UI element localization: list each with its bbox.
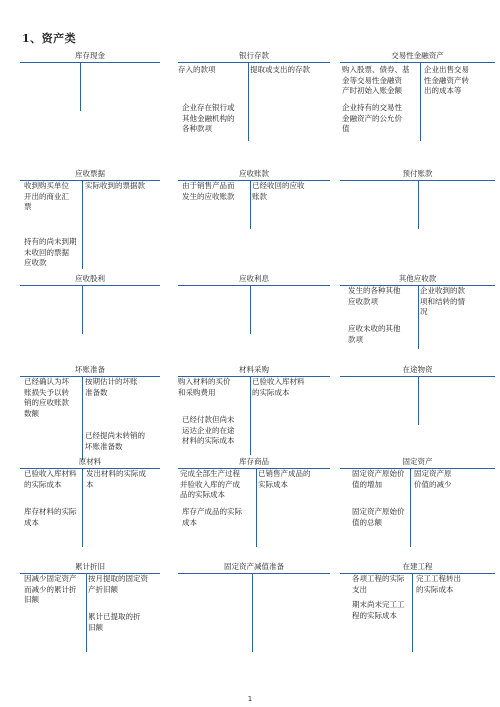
entry-line: 出的成本等 — [424, 86, 462, 95]
t-account-center-rule — [412, 573, 413, 652]
t-account-title: 库存商品 — [239, 457, 269, 466]
t-account-title: 交易性金融资产 — [391, 51, 444, 60]
entry-line: 数额 — [24, 408, 39, 418]
entry-line: 企业存在银行或 — [182, 103, 235, 112]
t-account-entry — [424, 65, 469, 97]
t-account-title: 应收股利 — [75, 274, 105, 283]
entry-line: 完工工程转出 — [416, 574, 461, 583]
entry-line: 固定资产原 — [414, 469, 452, 478]
t-account-title: 固定资产减值准备 — [224, 562, 284, 571]
t-account-title: 银行存款 — [239, 51, 269, 60]
t-account-yufu-zhangkuan — [340, 169, 495, 229]
entry-line: 账款 — [252, 191, 267, 201]
entry-line: 发生的各种其他 — [348, 286, 401, 295]
t-account-center-rule — [250, 285, 251, 334]
t-account-entry — [420, 286, 465, 318]
t-account-center-rule — [418, 376, 419, 425]
entry-line: 固定资产原始价 — [352, 469, 405, 478]
t-account-center-rule — [418, 180, 419, 229]
t-account-huaizhang-zhunbei — [20, 365, 160, 460]
entry-line: 实际收到的票据款 — [85, 181, 145, 190]
t-account-zaijian-gongcheng — [340, 562, 495, 652]
t-account-center-rule — [82, 180, 83, 269]
t-account-entry — [88, 574, 148, 595]
t-account-title: 累计折旧 — [75, 562, 105, 571]
t-account-title: 预付账款 — [402, 169, 433, 178]
t-account-title: 应收账款 — [239, 169, 269, 178]
t-account-entry — [342, 103, 402, 135]
entry-line: 销的应收账款 — [24, 398, 69, 407]
entry-line: 应收款项 — [348, 296, 378, 306]
t-account-entry — [24, 507, 77, 528]
t-account-center-rule — [252, 573, 253, 652]
entry-line: 因减少固定资产 — [24, 574, 77, 583]
entry-line: 而减少的累计折 — [24, 584, 77, 594]
entry-line: 已经确认为坏 — [24, 377, 69, 386]
entry-line: 旧额 — [88, 622, 103, 632]
entry-line: 已销售产成品的 — [258, 469, 311, 478]
t-account-cailiao-caigou — [178, 365, 330, 455]
t-account-top-rule — [340, 62, 495, 63]
t-account-center-rule — [82, 468, 83, 547]
t-account-title: 应收利息 — [239, 274, 269, 283]
entry-line: 企业收到的款 — [420, 286, 465, 295]
t-account-zaitu-wuzi — [340, 365, 495, 425]
t-account-entry — [180, 469, 240, 501]
entry-line: 收到购买单位 — [24, 181, 69, 190]
entry-line: 产时初始入账金额 — [342, 86, 402, 95]
t-account-title: 库存现金 — [75, 51, 105, 60]
entry-line: 购入材料的买价 — [178, 377, 231, 386]
t-account-center-rule — [420, 62, 421, 141]
t-account-title: 固定资产 — [402, 457, 433, 466]
t-account-entry — [352, 469, 405, 490]
entry-line: 累计已提取的折 — [88, 612, 141, 621]
t-account-title: 其他应收款 — [398, 274, 437, 283]
t-account-center-rule — [80, 62, 81, 111]
entry-line: 已经收回的应收 — [252, 181, 305, 190]
t-account-yingshou-piaoju — [20, 169, 160, 269]
entry-line: 值的总额 — [352, 517, 382, 527]
entry-line: 程的实际成本 — [352, 610, 397, 620]
t-account-entry — [182, 181, 235, 202]
t-account-center-rule — [82, 376, 83, 460]
entry-line: 金等交易性金融资 — [342, 75, 402, 85]
entry-line: 值 — [342, 124, 350, 133]
t-account-entry — [252, 377, 305, 398]
t-account-yingshou-zhangkuan — [178, 169, 330, 229]
entry-line: 项和结转的情 — [420, 296, 465, 306]
t-account-top-rule — [178, 285, 330, 286]
entry-line: 持有的尚未到期 — [24, 237, 77, 246]
t-account-center-rule — [418, 285, 419, 349]
entry-line: 材料的实际成本 — [182, 436, 235, 445]
entry-line: 况 — [420, 307, 428, 316]
t-account-entry — [348, 286, 401, 307]
entry-line: 已经付款但尚未 — [182, 415, 235, 424]
entry-line: 的实际成本 — [252, 387, 290, 397]
t-account-entry — [258, 469, 311, 490]
t-account-center-rule — [250, 180, 251, 229]
entry-line: 性金融资产转 — [424, 75, 469, 85]
entry-line: 成本 — [24, 517, 39, 527]
entry-line: 坏账准备数 — [85, 441, 123, 451]
entry-line: 固定资产原始价 — [352, 507, 405, 516]
t-account-yinhang-cunkuan — [178, 51, 330, 141]
t-account-title: 原材料 — [78, 457, 102, 466]
entry-line: 金融资产的公允价 — [342, 113, 402, 123]
entry-line: 其他金融机构的 — [182, 113, 235, 123]
t-account-leiji-zhejiu — [20, 562, 160, 652]
entry-line: 应收未收的其他 — [348, 324, 401, 333]
entry-line: 库存产成品的实际 — [182, 507, 242, 516]
entry-line: 的实际成本 — [24, 479, 62, 489]
t-account-qita-yingshoukuan — [340, 274, 495, 349]
entry-line: 品的实际成本 — [180, 490, 225, 499]
t-account-title: 在建工程 — [402, 562, 433, 571]
t-account-entry — [348, 324, 401, 345]
t-account-entry — [85, 377, 138, 398]
entry-line: 值的增加 — [352, 479, 382, 489]
entry-line: 按期估计的坏账 — [85, 377, 138, 386]
entry-line: 未收回的票据 — [24, 247, 69, 257]
entry-line: 企业出售交易 — [424, 65, 469, 74]
entry-line: 提取或支出的存款 — [250, 65, 310, 74]
entry-line: 按月提取的固定资 — [88, 574, 148, 583]
entry-line: 已验收入库材料 — [252, 377, 305, 386]
t-account-center-rule — [410, 468, 411, 547]
t-account-kucun-shangpin — [178, 457, 330, 547]
section-title: 1、资产类 — [22, 32, 77, 45]
entry-line: 库存材料的实际 — [24, 507, 77, 516]
t-account-entry — [182, 507, 242, 528]
t-account-entry — [414, 469, 452, 490]
entry-line: 本 — [86, 479, 94, 489]
t-account-entry — [416, 574, 461, 595]
t-account-entry — [352, 600, 405, 621]
t-account-title: 应收票据 — [75, 169, 105, 178]
entry-line: 的实际成本 — [416, 584, 454, 594]
t-account-entry — [24, 181, 69, 213]
entry-line: 已验收入库材料 — [24, 469, 77, 478]
t-account-entry — [250, 65, 310, 76]
entry-line: 各项工程的实际 — [352, 574, 405, 583]
t-account-entry — [86, 469, 146, 490]
entry-line: 支出 — [352, 584, 367, 594]
entry-line: 价值的减少 — [414, 479, 452, 489]
t-account-top-rule — [20, 285, 160, 286]
t-account-top-rule — [178, 573, 330, 574]
t-account-entry — [24, 237, 77, 269]
entry-line: 款项 — [348, 334, 363, 344]
t-account-jiaoyixing-jinrong-zichan — [340, 51, 495, 141]
t-account-entry — [88, 612, 141, 633]
t-account-entry — [342, 65, 410, 97]
entry-line: 应收款 — [24, 258, 47, 267]
t-account-yuancailiao — [20, 457, 160, 547]
entry-line: 期末尚未完工工 — [352, 600, 405, 609]
t-account-entry — [352, 507, 405, 528]
entry-line: 运达企业的在途 — [182, 425, 235, 435]
t-account-entry — [182, 415, 235, 447]
entry-line: 完成全部生产过程 — [180, 469, 240, 478]
t-account-center-rule — [256, 468, 257, 547]
t-account-entry — [85, 181, 145, 192]
entry-line: 成本 — [182, 517, 197, 527]
t-account-entry — [24, 469, 77, 490]
t-account-entry — [85, 431, 145, 452]
t-account-yingshou-guli — [20, 274, 160, 334]
t-account-kucun-xianjin — [20, 51, 160, 111]
t-account-top-rule — [20, 62, 160, 63]
entry-line: 账损失予以转 — [24, 387, 69, 397]
t-account-entry — [252, 181, 305, 202]
entry-line: 产折旧额 — [88, 584, 118, 594]
t-account-title: 坏账准备 — [75, 365, 105, 374]
t-account-center-rule — [82, 285, 83, 334]
t-account-center-rule — [250, 376, 251, 455]
entry-line: 由于销售产品而 — [182, 181, 235, 190]
t-account-center-rule — [86, 573, 87, 652]
t-account-entry — [24, 377, 69, 419]
entry-line: 票 — [24, 202, 32, 211]
entry-line: 和采购费用 — [178, 387, 216, 397]
entry-line: 开出的商业汇 — [24, 191, 69, 201]
t-account-title: 在途物资 — [402, 365, 433, 374]
t-account-guding-zichan — [340, 457, 495, 547]
entry-line: 并验收入库的产成 — [180, 479, 240, 489]
t-account-entry — [352, 574, 405, 595]
entry-line: 企业持有的交易性 — [342, 103, 402, 112]
entry-line: 各种款项 — [182, 124, 212, 133]
entry-line: 购入股票、债券、基 — [342, 65, 410, 74]
t-account-entry — [182, 103, 235, 135]
page-number: 1 — [247, 695, 253, 703]
t-account-guding-zichan-jianzhi — [178, 562, 330, 652]
t-account-entry — [178, 65, 216, 76]
entry-line: 实际成本 — [258, 479, 288, 489]
t-account-entry — [24, 574, 77, 606]
entry-line: 存入的款项 — [178, 65, 216, 74]
t-account-center-rule — [248, 62, 249, 141]
t-account-top-rule — [178, 62, 330, 63]
t-account-title: 材料采购 — [239, 365, 269, 374]
t-account-entry — [178, 377, 231, 398]
entry-line: 旧额 — [24, 595, 39, 604]
entry-line: 发出材料的实际成 — [86, 469, 146, 478]
entry-line: 已经提尚未转销的 — [85, 431, 145, 440]
t-account-yingshou-lixi — [178, 274, 330, 334]
entry-line: 发生的应收账款 — [182, 191, 235, 201]
entry-line: 准备数 — [85, 387, 108, 397]
